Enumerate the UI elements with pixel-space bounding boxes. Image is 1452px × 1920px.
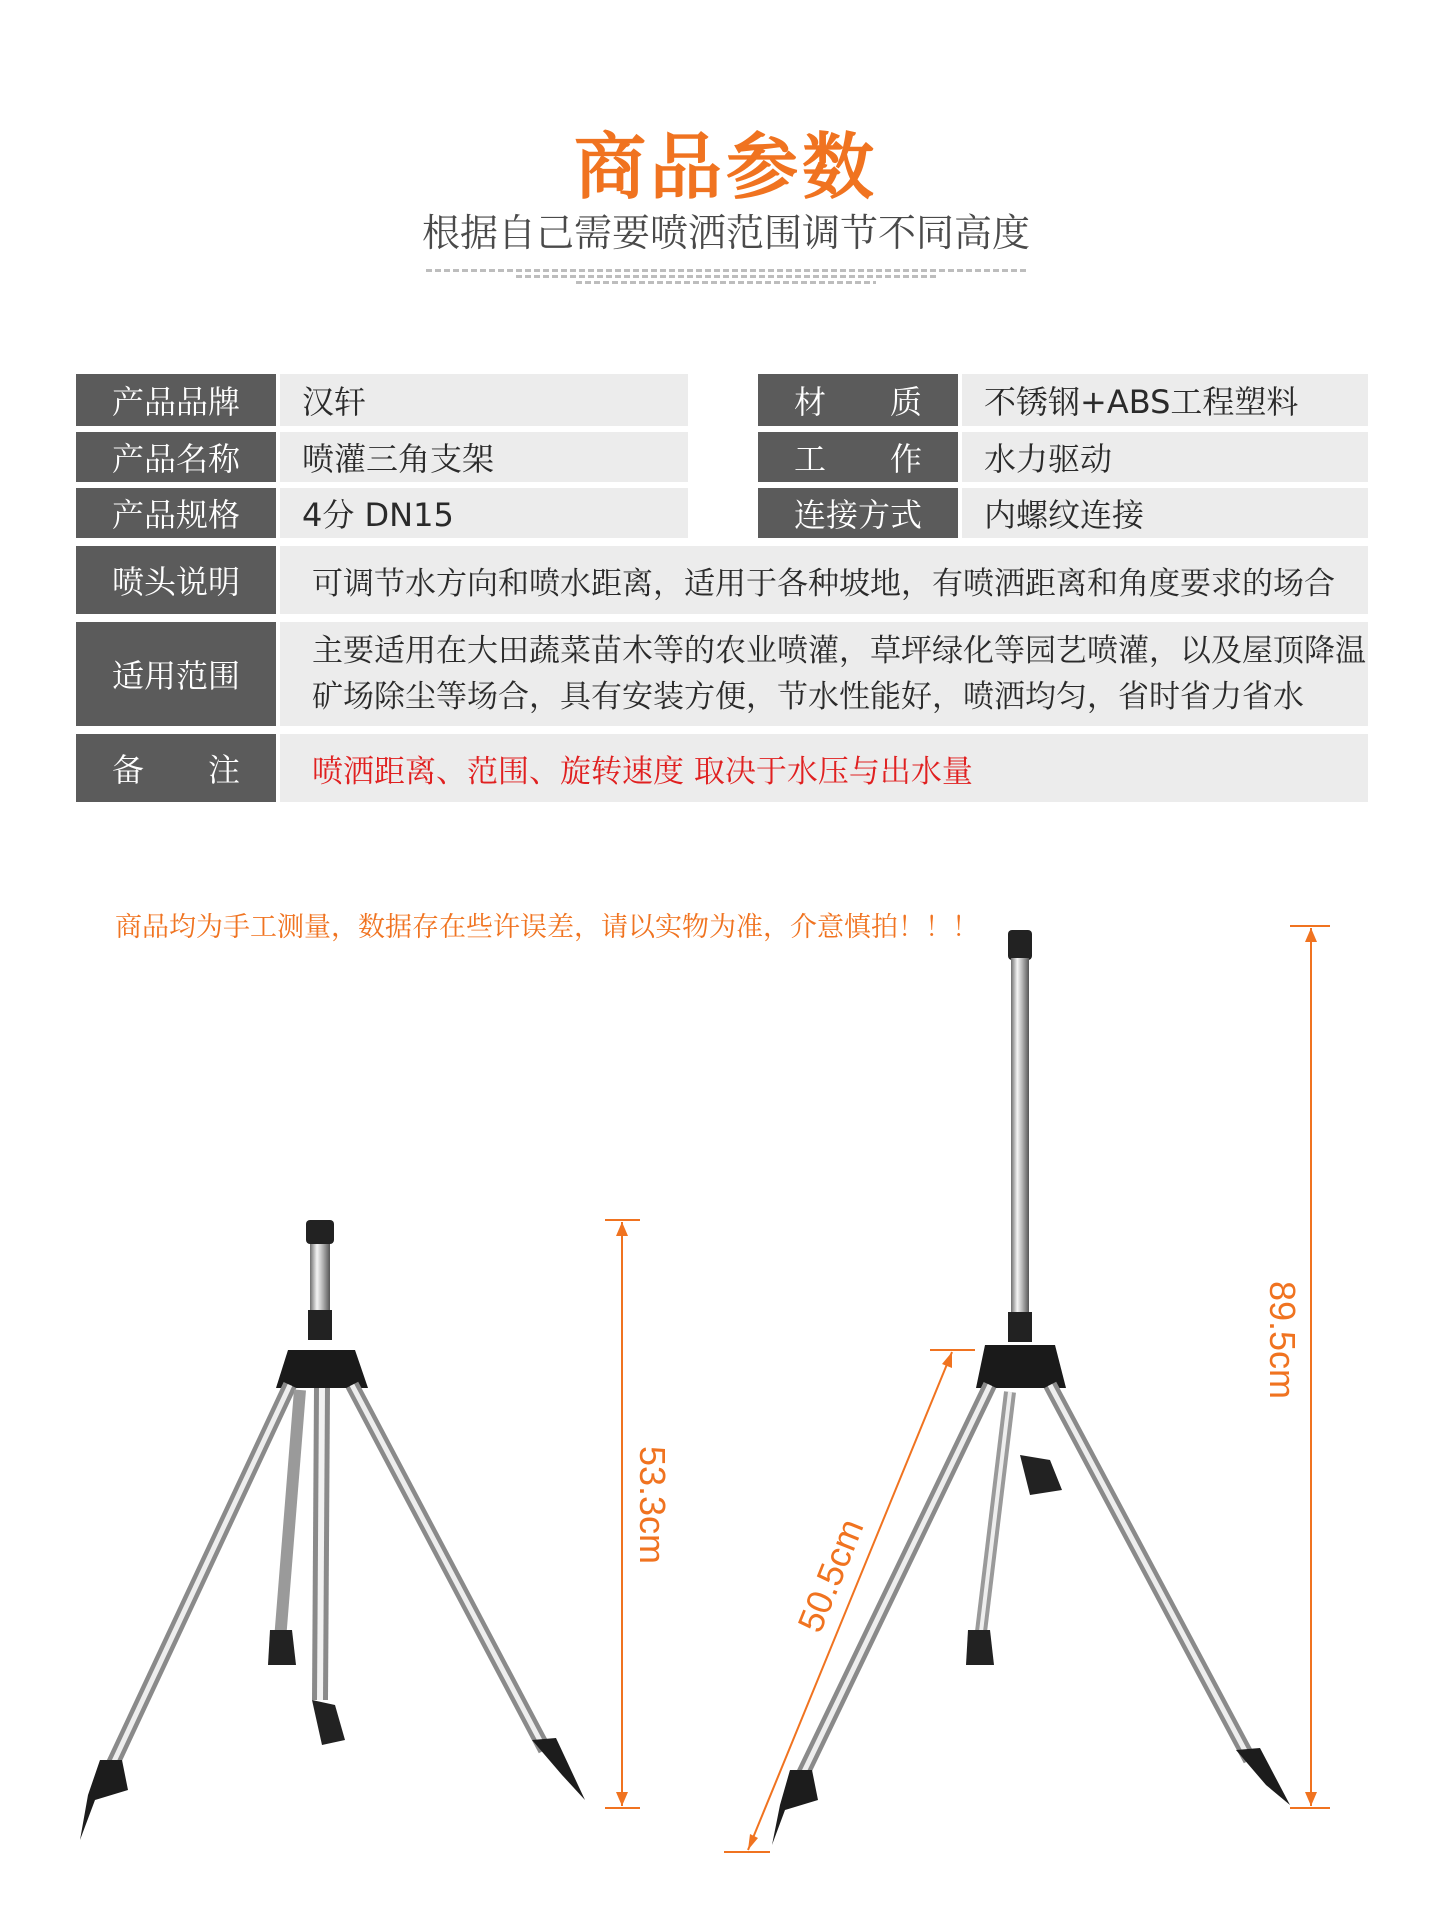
connect-value: 内螺纹连接 bbox=[962, 488, 1368, 538]
scope-line-2: 矿场除尘等场合，具有安装方便，节水性能好，喷洒均匀，省时省力省水 bbox=[312, 679, 1304, 715]
product-image bbox=[0, 900, 1452, 1920]
measurement-note: 商品均为手工测量，数据存在些许误差，请以实物为准，介意慎拍！！！ bbox=[115, 912, 979, 943]
page-title: 商品参数 bbox=[573, 125, 878, 209]
short-tripod bbox=[80, 1220, 585, 1840]
leg-length-label: 50.5cm bbox=[789, 1512, 872, 1638]
remark-value: 喷洒距离、范围、旋转速度 取决于水压与出水量 bbox=[280, 734, 1368, 802]
material-value: 不锈钢+ABS工程塑料 bbox=[962, 374, 1368, 426]
name-value: 喷灌三角支架 bbox=[280, 432, 688, 482]
material-label: 材 质 bbox=[758, 374, 958, 426]
name-label: 产品名称 bbox=[76, 432, 276, 482]
scope-value bbox=[280, 622, 1368, 726]
connect-label: 连接方式 bbox=[758, 488, 958, 538]
tall-height-label: 89.5cm bbox=[1262, 1280, 1303, 1400]
remark-label: 备 注 bbox=[76, 734, 276, 802]
decorative-fine-print bbox=[426, 266, 1026, 286]
nozzle-label: 喷头说明 bbox=[76, 546, 276, 614]
leg-length-dimension bbox=[724, 1350, 975, 1852]
brand-value: 汉轩 bbox=[280, 374, 688, 426]
brand-label: 产品品牌 bbox=[76, 374, 276, 426]
page-subtitle: 根据自己需要喷洒范围调节不同高度 bbox=[421, 211, 1030, 255]
spec-label: 产品规格 bbox=[76, 488, 276, 538]
work-label: 工 作 bbox=[758, 432, 958, 482]
work-value: 水力驱动 bbox=[962, 432, 1368, 482]
spec-value: 4分 DN15 bbox=[280, 488, 688, 538]
nozzle-value: 可调节水方向和喷水距离，适用于各种坡地，有喷洒距离和角度要求的场合 bbox=[280, 546, 1368, 614]
scope-label: 适用范围 bbox=[76, 622, 276, 726]
short-height-label: 53.3cm bbox=[632, 1445, 673, 1565]
tall-tripod bbox=[772, 930, 1290, 1845]
scope-line-1: 主要适用在大田蔬菜苗木等的农业喷灌，草坪绿化等园艺喷灌，以及屋顶降温 bbox=[312, 633, 1366, 669]
